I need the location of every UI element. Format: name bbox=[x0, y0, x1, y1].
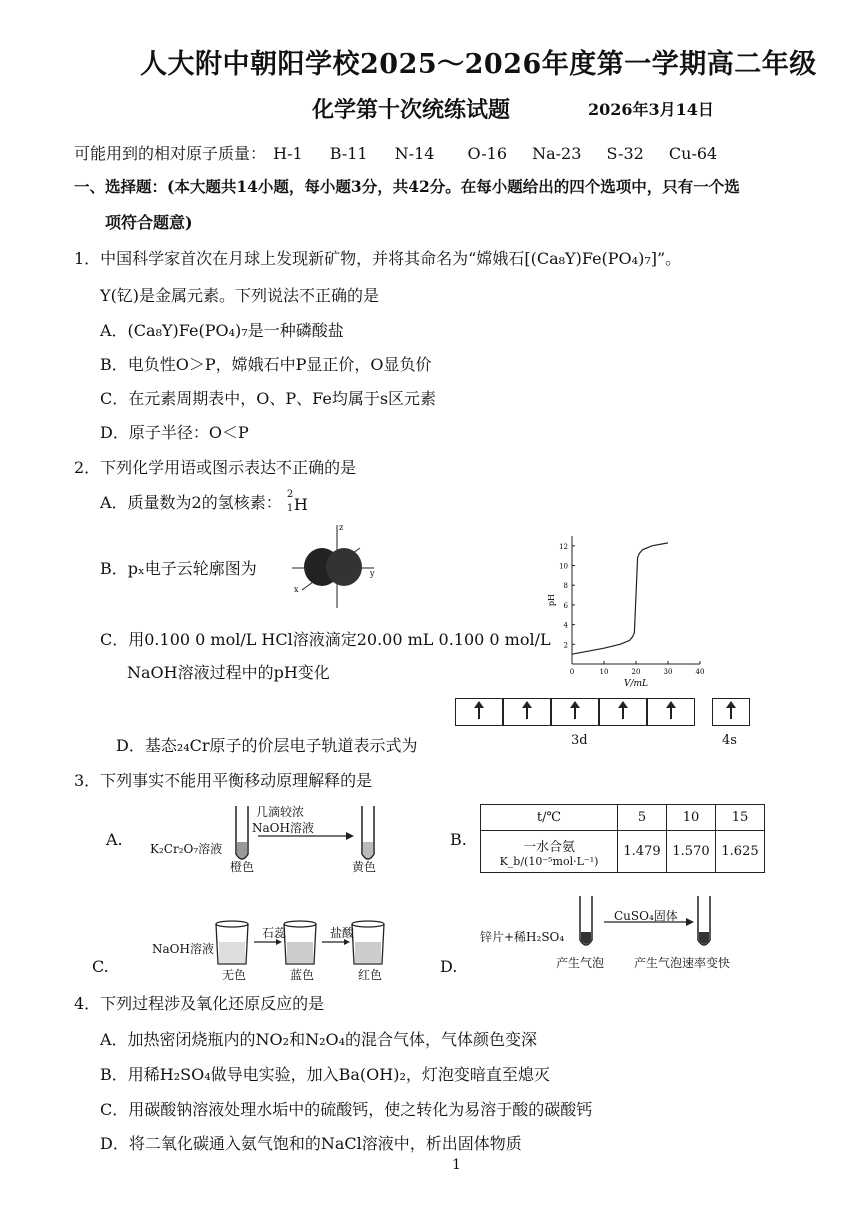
kb-row-name bbox=[481, 831, 618, 873]
q2-option-a bbox=[100, 490, 307, 513]
y-tick-label: 8 bbox=[563, 582, 568, 591]
q3c-solution: NaOH溶液 bbox=[152, 942, 214, 956]
q3c-reagent1: 石蕊 bbox=[262, 926, 287, 940]
element-symbol: H bbox=[293, 494, 308, 514]
nuclide-symbol bbox=[286, 488, 308, 514]
atomic-mass-label: 可能用到的相对原子质量： bbox=[74, 144, 267, 163]
q3d-left: 锌片+稀H₂SO₄ bbox=[480, 930, 565, 944]
q3-option-b-label: B. bbox=[450, 830, 467, 849]
atomic-mass-item: B-11 bbox=[329, 144, 368, 163]
kb-temp: 15 bbox=[716, 805, 765, 831]
atomic-mass-item: N-14 bbox=[394, 144, 435, 163]
exam-subtitle: 化学第十次统练试题 bbox=[312, 97, 511, 123]
q1-stem-cont: Y(钇)是金属元素。下列说法不正确的是 bbox=[100, 286, 380, 305]
q4-stem: 4．下列过程涉及氧化还原反应的是 bbox=[74, 994, 325, 1013]
orbital-3d-box bbox=[599, 698, 647, 726]
q3-stem: 3．下列事实不能用平衡移动原理解释的是 bbox=[74, 771, 373, 790]
q3a-color-before: 橙色 bbox=[230, 860, 255, 874]
q3d-reagent: CuSO₄固体 bbox=[614, 909, 678, 923]
orbital-4s-label: 4s bbox=[722, 733, 737, 748]
up-arrow-icon bbox=[670, 703, 672, 719]
q4-option-c: C．用碳酸钠溶液处理水垢中的硫酸钙，使之转化为易溶于酸的碳酸钙 bbox=[100, 1100, 593, 1119]
up-arrow-icon bbox=[526, 703, 528, 719]
atomic-number: 1 bbox=[286, 502, 294, 514]
orbital-3d-label: 3d bbox=[571, 733, 588, 748]
orbital-3d-box bbox=[551, 698, 599, 726]
up-arrow-icon bbox=[478, 703, 480, 719]
q1-option-d: D．原子半径：O＜P bbox=[100, 423, 249, 442]
orbital-4s-box bbox=[712, 698, 750, 726]
x-tick-label: 20 bbox=[631, 668, 641, 676]
y-axis-label: pH bbox=[547, 593, 556, 607]
x-axis-label: V/mL bbox=[623, 679, 649, 688]
up-arrow-icon bbox=[622, 703, 624, 719]
atomic-mass-line bbox=[74, 141, 717, 164]
q3d-result1: 产生气泡 bbox=[556, 956, 605, 970]
section-heading-cont: 项符合题意) bbox=[105, 213, 193, 232]
up-arrow-icon bbox=[730, 703, 732, 719]
kb-value: 1.479 bbox=[618, 831, 667, 873]
y-tick-label: 10 bbox=[559, 562, 568, 571]
titration-chart bbox=[540, 528, 710, 688]
exam-date: 2026年3月14日 bbox=[588, 100, 714, 119]
mass-number: 2 bbox=[286, 488, 294, 500]
orbital-3d-box bbox=[455, 698, 503, 726]
q3-option-c-label: C. bbox=[92, 957, 109, 976]
q2-option-d: D．基态₂₄Cr原子的价层电子轨道表示式为 bbox=[116, 736, 418, 755]
page-number: 1 bbox=[452, 1157, 461, 1173]
x-tick-label: 0 bbox=[569, 668, 575, 676]
kb-row-name2: K_b/(10⁻⁵mol·L⁻¹) bbox=[499, 854, 599, 868]
q4-option-a: A．加热密闭烧瓶内的NO₂和N₂O₄的混合气体，气体颜色变深 bbox=[100, 1030, 538, 1049]
q3d-result2: 产生气泡速率变快 bbox=[634, 956, 731, 970]
titration-curve bbox=[572, 543, 668, 654]
q3a-reagent: 几滴较浓 bbox=[256, 805, 305, 819]
section-heading: 一、选择题：(本大题共14小题，每小题3分，共42分。在每小题给出的四个选项中，只有一个选 bbox=[74, 177, 740, 196]
q3c-reagent2: 盐酸 bbox=[330, 926, 355, 940]
atomic-mass-item: Na-23 bbox=[532, 144, 582, 163]
up-arrow-icon bbox=[574, 703, 576, 719]
q3a-solution: K₂Cr₂O₇溶液 bbox=[150, 842, 223, 856]
y-tick-label: 2 bbox=[563, 641, 568, 650]
q1-stem: 1．中国科学家首次在月球上发现新矿物，并将其命名为“嫦娥石[(Ca₈Y)Fe(PO₄)₇]”。 bbox=[74, 249, 682, 268]
kb-temp: 5 bbox=[618, 805, 667, 831]
px-orbital-diagram bbox=[282, 520, 382, 612]
x-tick-label: 40 bbox=[695, 668, 705, 676]
atomic-mass-item: O-16 bbox=[467, 144, 507, 163]
q2-option-b: B．pₓ电子云轮廓图为 bbox=[100, 559, 257, 578]
orbital-3d-box bbox=[503, 698, 551, 726]
q3a-color-after: 黄色 bbox=[352, 860, 377, 874]
q2-stem: 2．下列化学用语或图示表达不正确的是 bbox=[74, 458, 357, 477]
q4-option-b: B．用稀H₂SO₄做导电实验，加入Ba(OH)₂，灯泡变暗直至熄灭 bbox=[100, 1065, 550, 1084]
kb-temp: 10 bbox=[667, 805, 716, 831]
q1-option-a: A．(Ca₈Y)Fe(PO₄)₇是一种磷酸盐 bbox=[100, 321, 344, 340]
q3c-color: 无色 bbox=[222, 968, 247, 982]
q1-option-b: B．电负性O＞P，嫦娥石中P显正价，O显负价 bbox=[100, 355, 432, 374]
q2-option-c: C．用0.100 0 mol/L HCl溶液滴定20.00 mL 0.100 0 mol/L bbox=[100, 630, 551, 649]
q1-option-c: C．在元素周期表中，O、P、Fe均属于s区元素 bbox=[100, 389, 437, 408]
q3-option-d-label: D. bbox=[440, 957, 458, 976]
kb-table-header: t/℃ bbox=[481, 805, 618, 831]
q3c-color: 红色 bbox=[358, 968, 383, 982]
atomic-mass-item: S-32 bbox=[606, 144, 644, 163]
y-tick-label: 6 bbox=[563, 601, 568, 610]
q4-option-d: D．将二氧化碳通入氨气饱和的NaCl溶液中，析出固体物质 bbox=[100, 1134, 522, 1153]
orbital-3d-box bbox=[647, 698, 695, 726]
kb-value: 1.570 bbox=[667, 831, 716, 873]
x-axis-label: x bbox=[294, 585, 299, 594]
q3-option-a-label: A. bbox=[106, 830, 123, 849]
kb-table bbox=[480, 804, 765, 873]
atomic-mass-item: H-1 bbox=[273, 144, 303, 163]
kb-value: 1.625 bbox=[716, 831, 765, 873]
y-axis-label: y bbox=[370, 569, 375, 578]
x-tick-label: 30 bbox=[663, 668, 673, 676]
kb-row-name1: 一水合氨 bbox=[522, 839, 575, 855]
y-tick-label: 12 bbox=[559, 542, 568, 551]
q3c-color: 蓝色 bbox=[290, 968, 315, 982]
x-tick-label: 10 bbox=[599, 668, 609, 676]
q2-option-a-text: A．质量数为2的氢核素： bbox=[100, 493, 282, 512]
q3a-reagent2: NaOH溶液 bbox=[252, 821, 314, 835]
y-tick-label: 4 bbox=[563, 621, 568, 630]
atomic-mass-item: Cu-64 bbox=[668, 144, 718, 163]
z-axis-label: z bbox=[339, 523, 344, 532]
q3c-apparatus bbox=[212, 918, 392, 970]
q2-option-c-cont: NaOH溶液过程中的pH变化 bbox=[127, 663, 330, 682]
exam-title: 人大附中朝阳学校2025～2026年度第一学期高二年级 bbox=[140, 49, 817, 80]
